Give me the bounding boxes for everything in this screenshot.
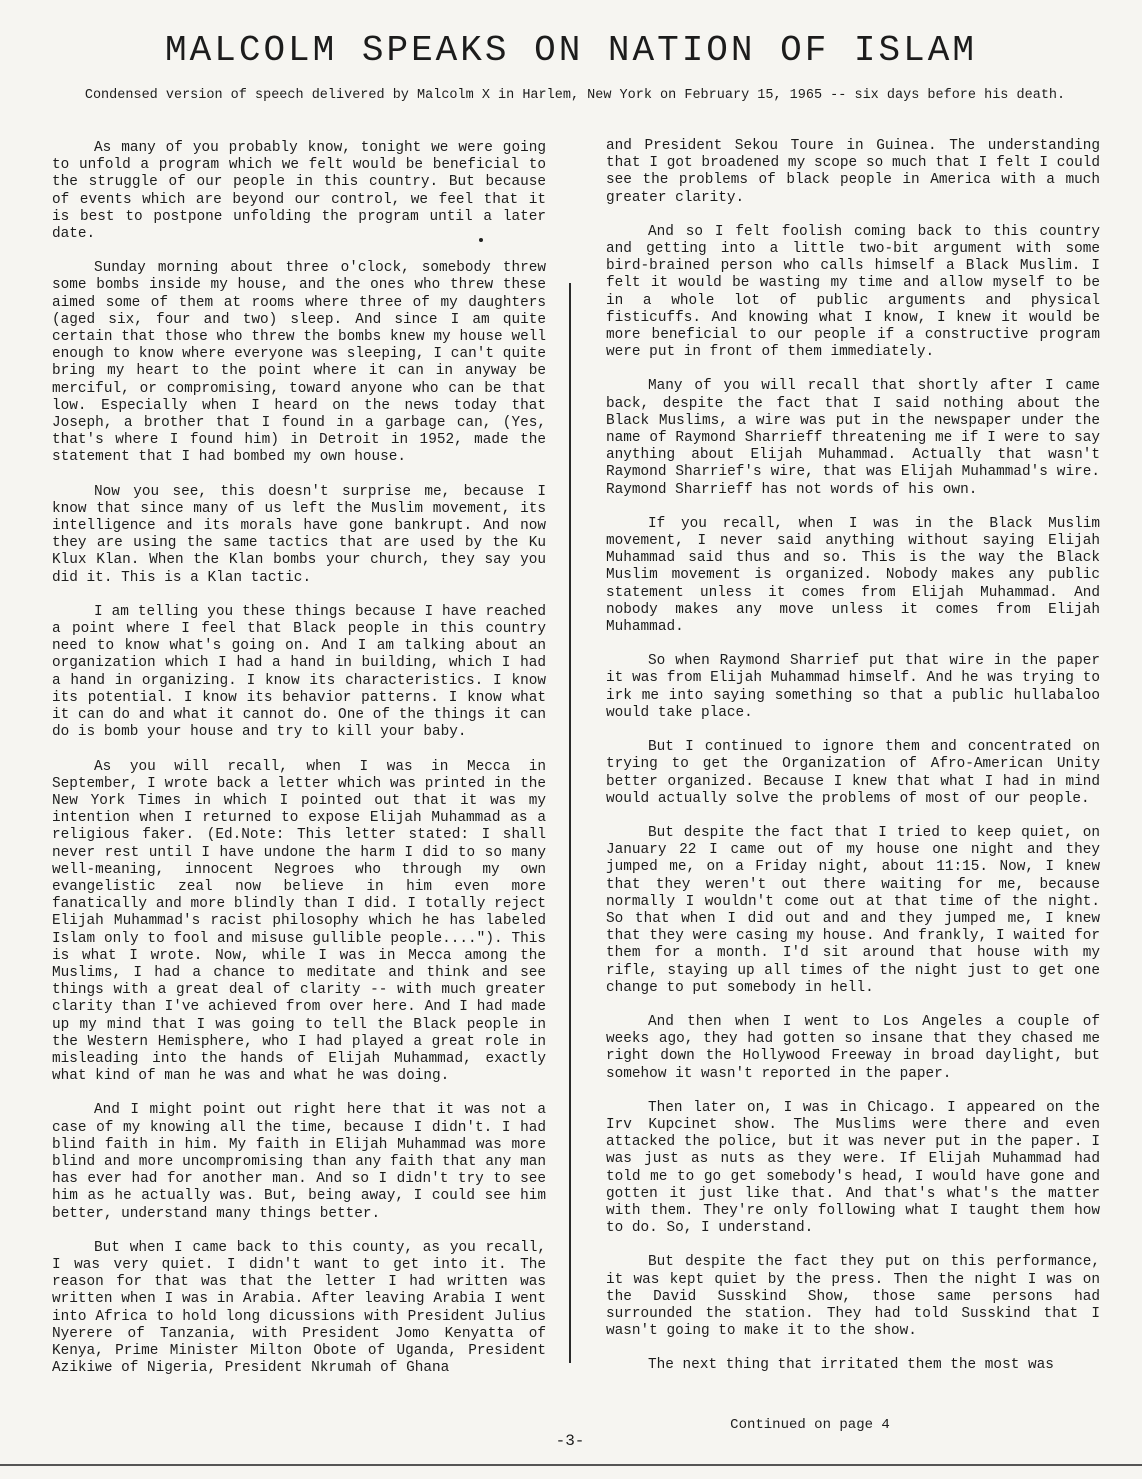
paragraph: But despite the fact they put on this performance, it was kept quiet by the press. Then the night I was on the David Susskind Show, those same persons had surrounded the station. They had told Susskind that I wasn't going to make it to the show. <box>606 1254 1100 1340</box>
paragraph: And I might point out right here that it was not a case of my knowing all the time, because I didn't. I had blind faith in him. My faith in Elijah Muhammad was more blind and more uncompromising than any faith that any man has ever had for another man. And so I didn't try to see him as he actually was. But, being away, I could see him better, understand many things better. <box>52 1102 546 1222</box>
paragraph: But despite the fact that I tried to keep quiet, on January 22 I came out of my house one night and they jumped me, on a Friday night, about 11:15. Now, I knew that they weren't out there waiting for me, because normally I wouldn't come out at that time of the night. So that when I did out and and they jumped me, I knew that they were casing my house. And frankly, I waited for them for a month. I'd sit around that house with my rifle, staying up all times of the night just to get one change to put somebody in hell. <box>606 824 1100 996</box>
paragraph: But I continued to ignore them and concentrated on trying to get the Organization of Afro-American Unity better organized. Because I knew that what I had in mind would actually solve the problems of most of our people. <box>606 739 1100 807</box>
left-column <box>52 140 546 1394</box>
paragraph: Then later on, I was in Chicago. I appeared on the Irv Kupcinet show. The Muslims were there and even attacked the police, but it was never put in the paper. I was just as nuts as they were. If Elijah Muhammad had told me to go get somebody's head, I would have gone and gotten it just like that. And that's what's the matter with them. They're only following what I taught them how to do. So, I understand. <box>606 1099 1100 1237</box>
paragraph: As many of you probably know, tonight we were going to unfold a program which we felt would be beneficial to the struggle of our people in this country. But because of events which are beyond our control, we feel that it is best to postpone unfolding the program until a later date. <box>52 140 546 243</box>
paragraph: The next thing that irritated them the most was <box>648 1357 1054 1374</box>
paragraph: And so I felt foolish coming back to this country and getting into a little two-bit argument with some bird-brained person who calls himself a Black Muslim. I felt it would be wasting my time and allow myself to be in a whole lot of public arguments and physical fisticuffs. And knowing what I know, I knew it would be more beneficial to our people if a constructive program were put in front of them immediately. <box>606 223 1100 361</box>
paragraph: Sunday morning about three o'clock, somebody threw some bombs inside my house, and the ones who threw these aimed some of them at rooms where three of my daughters (aged six, four and two) sleep. And since I am quite certain that those who threw the bombs knew my house well enough to know where everyone was sleeping, I can't quite bring my heart to the point where it can in anyway be merciful, or compromising, toward anyone who can be that low. Especially when I heard on the news today that Joseph, a brother that I found in a garbage can, (Yes, that's where I found him) in Detroit in 1952, made the statement that I had bombed my own house. <box>52 260 546 466</box>
paragraph: As you will recall, when I was in Mecca in September, I wrote back a letter which was printed in the New York Times in which I pointed out that it was my intention when I returned to expose Elijah Muhammad as a religious faker. (Ed.Note: This letter stated: I shall never rest until I have undone the harm I did to so many well-meaning, innocent Negroes who through my own evangelistic zeal now believe in him even more fanatically and more blindly than I did. I totally reject Elijah Muhammad's racist philosophy which he has labeled Islam only to fool and misuse gullible people...."). This is what I wrote. Now, while I was in Mecca among the Muslims, I had a chance to meditate and think and see things with a great deal of clarity -- with much greater clarity than I've achieved from over here. And I had made up my mind that I was going to tell the Black people in the Western Hemisphere, who I had played a great role in misleading into the hands of Elijah Muhammad, exactly what kind of man he was and what he was doing. <box>52 758 546 1085</box>
bottom-rule <box>0 1464 1142 1466</box>
paragraph: I am telling you these things because I have reached a point where I feel that Black people in this country need to know what's going on. And I am talking about an organization which I had a hand in building, which I had a hand in organizing. I know its characteristics. I know its potential. I know its behavior patterns. I know what it can do and what it cannot do. One of the things it can do is bomb your house and try to kill your baby. <box>52 603 546 741</box>
continued-note: Continued on page 4 <box>730 1417 890 1433</box>
paragraph: Many of you will recall that shortly after I came back, despite the fact that I said nothing about the Black Muslims, a wire was put in the newspaper under the name of Raymond Sharrieff threatening me if I were to say anything about Elijah Muhammad. Actually that wasn't Raymond Sharrief's wire, that was Elijah Muhammad's wire. Raymond Sharrieff has not words of his own. <box>606 378 1100 498</box>
paragraph: But when I came back to this county, as you recall, I was very quiet. I didn't want to get into it. The reason for that was that the letter I had written was written when I was in Arabia. After leaving Arabia I went into Africa to hold long dicussions with President Julius Nyerere of Tanzania, with President Jomo Kenyatta of Kenya, Prime Minister Milton Obote of Uganda, President Azikiwe of Nigeria, President Nkrumah of Ghana <box>52 1239 546 1377</box>
paragraph: So when Raymond Sharrief put that wire in the paper it was from Elijah Muhammad himself. And he was trying to irk me into saying something so that a public hullabaloo would take place. <box>606 653 1100 721</box>
article-subtitle: Condensed version of speech delivered by Malcolm X in Harlem, New York on February 15, 1965 -- six days before his death. <box>84 88 1066 103</box>
right-column <box>606 138 1100 1392</box>
paragraph: Now you see, this doesn't surprise me, because I know that since many of us left the Muslim movement, its intelligence and its morals have gone bankrupt. And now they are using the same tactics that are used by the Ku Klux Klan. When the Klan bombs your church, they say you did it. This is a Klan tactic. <box>52 483 546 586</box>
column-divider <box>569 283 571 1363</box>
paragraph: If you recall, when I was in the Black Muslim movement, I never said anything without saying Elijah Muhammad said thus and so. This is the way the Black Muslim movement is organized. Nobody makes any public statement unless it comes from Elijah Muhammad. And nobody makes any move unless it comes from Elijah Muhammad. <box>606 515 1100 636</box>
article-title: MALCOLM SPEAKS ON NATION OF ISLAM <box>165 30 977 71</box>
page-number: -3- <box>555 1432 585 1450</box>
paragraph: And then when I went to Los Angeles a couple of weeks ago, they had gotten so insane that they chased me right down the Hollywood Freeway in broad daylight, but somehow it wasn't reported in the paper. <box>606 1013 1100 1082</box>
paragraph: and President Sekou Toure in Guinea. The understanding that I got broadened my scope so much that I felt I could see the problems of black people in America with a much greater clarity. <box>606 138 1100 206</box>
